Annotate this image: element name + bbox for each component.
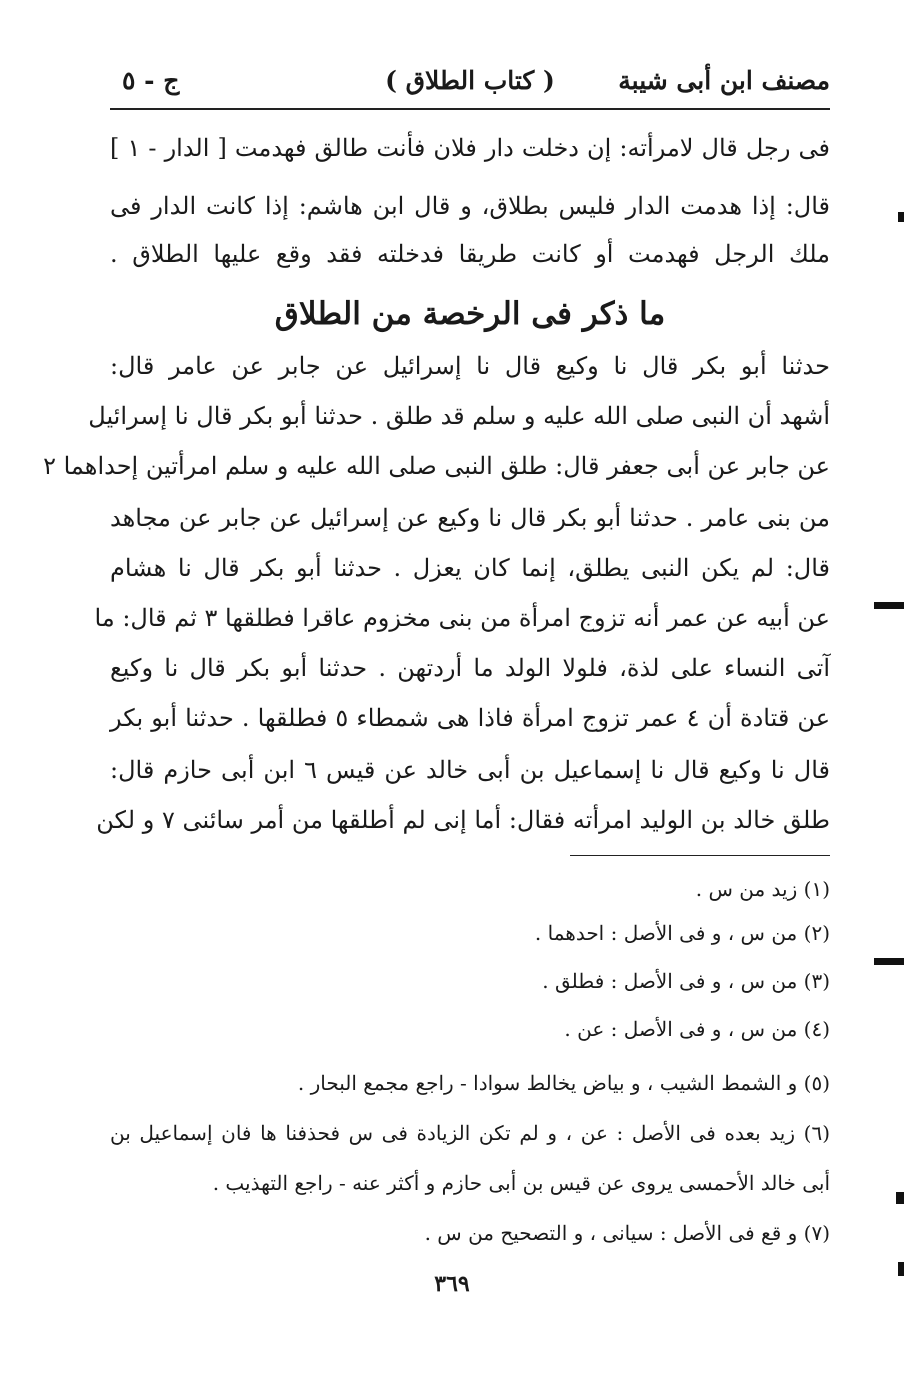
scan-edge-mark (896, 1192, 904, 1204)
page-number: ٣٦٩ (434, 1271, 470, 1297)
body-line: عن أبيه عن عمر أنه تزوج امرأة من بنى مخزوم عاقرا فطلقها ٣ ثم قال: ما (94, 604, 830, 632)
footnote-1: (١) زيد من س . (695, 877, 830, 901)
scan-edge-mark (874, 602, 904, 609)
footnote-6: (٦) زيد بعده فى الأصل : عن ، و لم تكن الزيادة فى س فحذفنا ها فان إسماعيل بن (110, 1121, 830, 1145)
header-volume: ج - ٥ (122, 66, 180, 95)
footnote-separator (570, 855, 830, 856)
body-line: طلق خالد بن الوليد امرأته فقال: أما إنى لم أطلقها من أمر سائنى ٧ و لكن (96, 806, 830, 834)
footnote-3: (٣) من س ، و فى الأصل : فطلق . (542, 969, 830, 993)
body-line: فى رجل قال لامرأته: إن دخلت دار فلان فأنت طالق فهدمت [ الدار - ١ ] (110, 134, 830, 162)
body-line: قال: لم يكن النبى يطلق، إنما كان يعزل . حدثنا أبو بكر قال نا هشام (110, 554, 830, 582)
section-title: ما ذكر فى الرخصة من الطلاق (274, 296, 666, 332)
body-line: عن جابر عن أبى جعفر قال: طلق النبى صلى الله عليه و سلم امرأتين إحداهما ٢ (43, 452, 830, 480)
header-book-title: مصنف ابن أبى شيبة (618, 66, 830, 95)
body-line: عن قتادة أن ٤ عمر تزوج امرأة فاذا هى شمطاء ٥ فطلقها . حدثنا أبو بكر (110, 704, 831, 732)
footnote-5: (٥) و الشمط الشيب ، و بياض يخالط سوادا - راجع مجمع البحار . (297, 1071, 830, 1095)
footnote-6-continued: أبى خالد الأحمسى يروى عن قيس بن أبى حازم و أكثر عنه - راجع التهذيب . (212, 1171, 830, 1195)
body-line: آتى النساء على لذة، فلولا الولد ما أردتهن . حدثنا أبو بكر قال نا وكيع (110, 654, 830, 682)
body-line: من بنى عامر . حدثنا أبو بكر قال نا وكيع عن إسرائيل عن جابر عن مجاهد (110, 504, 830, 532)
body-line: أشهد أن النبى صلى الله عليه و سلم قد طلق . حدثنا أبو بكر قال نا إسرائيل (88, 402, 830, 430)
body-line: حدثنا أبو بكر قال نا وكيع قال نا إسرائيل عن جابر عن عامر قال: (110, 352, 830, 380)
scan-edge-mark (898, 212, 904, 222)
header-rule (110, 108, 830, 110)
running-header (110, 58, 830, 106)
body-line: قال نا وكيع قال نا إسماعيل بن أبى خالد عن قيس ٦ ابن أبى حازم قال: (110, 756, 831, 784)
body-line: ملك الرجل فهدمت أو كانت طريقا فدخلته فقد وقع عليها الطلاق . (110, 240, 830, 268)
footnote-7: (٧) و قع فى الأصل : سيانى ، و التصحيح من س . (424, 1221, 830, 1245)
footnote-2: (٢) من س ، و فى الأصل : احدهما . (534, 921, 830, 945)
header-chapter-title: ( كتاب الطلاق ) (385, 66, 555, 95)
body-line: قال: إذا هدمت الدار فليس بطلاق، و قال ابن هاشم: إذا كانت الدار فى (110, 192, 830, 220)
scan-edge-mark (898, 1262, 904, 1276)
footnote-4: (٤) من س ، و فى الأصل : عن . (564, 1017, 830, 1041)
scan-edge-mark (874, 958, 904, 965)
